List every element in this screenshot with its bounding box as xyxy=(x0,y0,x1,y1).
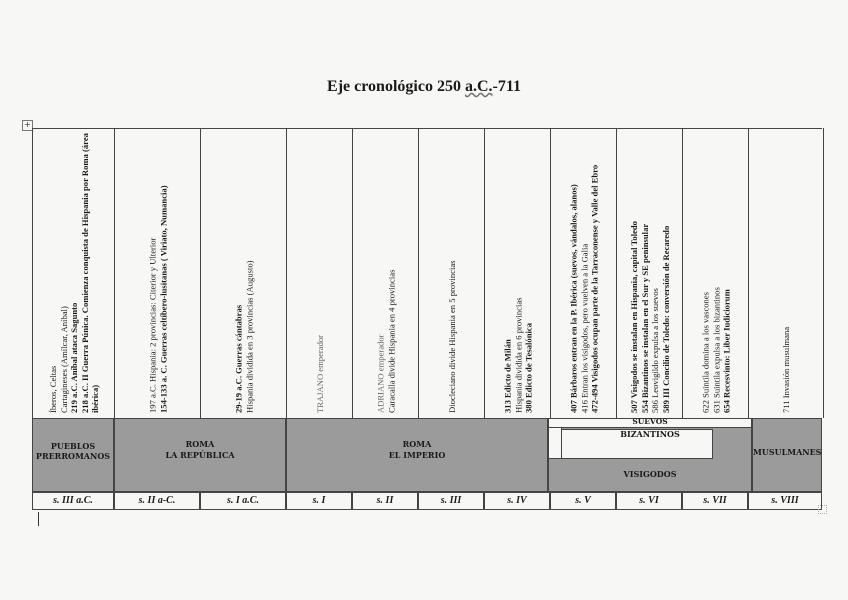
chronology-table xyxy=(32,128,822,512)
event-column-3 xyxy=(200,128,287,418)
event-column-4 xyxy=(286,128,353,418)
event-line: 218 a.C. II Guerra Púnica. Comienza conquista de Hispania por Roma (área ibérica) xyxy=(79,133,100,413)
event-column-10 xyxy=(682,128,749,418)
event-column-11 xyxy=(748,128,824,418)
event-line: Diocleciano divide Hispania en 5 provincias xyxy=(446,260,457,413)
century-cell: s. IV xyxy=(484,492,550,510)
band-label-prerromanos: PUEBLOS PRERROMANOS xyxy=(35,441,111,461)
title-ac: a.C. xyxy=(464,78,493,95)
event-line: 380 Edicto de Tesalónica xyxy=(523,322,534,413)
event-text-11 xyxy=(781,133,792,413)
event-line: Cartagineses (Amílcar, Aníbal) xyxy=(58,306,69,413)
title-end: -711 xyxy=(492,78,521,95)
event-text-2 xyxy=(148,133,169,413)
text-cursor xyxy=(38,512,39,526)
event-text-9 xyxy=(629,133,671,413)
event-line: 197 a.C. Hispania: 2 provincias: Citerior y Ulterior xyxy=(147,237,158,413)
century-cell: s. I xyxy=(286,492,352,510)
band-label-musulmanes: MUSULMANES xyxy=(753,447,822,457)
band-label-imperio: EL IMPERIO xyxy=(388,450,446,460)
band-label-visigodos: VISIGODOS xyxy=(623,469,677,479)
band-label-roma-rep: ROMA xyxy=(185,439,215,449)
event-text-5 xyxy=(376,133,397,413)
century-cell: s. II xyxy=(352,492,418,510)
century-cell: s. III xyxy=(418,492,484,510)
title-text: Eje cronológico 250 xyxy=(327,78,465,95)
event-line: 154-133 a. C. Guerras celtíbero-lusitanas ( Viriato, Numancia) xyxy=(158,185,168,413)
event-column-9 xyxy=(616,128,683,418)
event-line: 472-494 Visigodos ocupan parte de la Tarraconense y Valle del Ebro xyxy=(589,164,600,413)
event-column-5 xyxy=(352,128,419,418)
event-line: 507 Visigodos se instalan en Hispania, capital Toledo xyxy=(629,221,639,413)
resize-handle[interactable] xyxy=(818,505,827,514)
band-musulmanes xyxy=(752,418,822,492)
event-line: Hispania dividida en 6 provincias xyxy=(512,297,523,413)
band-label-republica: LA REPÚBLICA xyxy=(165,450,235,460)
band-roma-republica xyxy=(114,418,286,492)
table-move-handle[interactable]: + xyxy=(22,120,33,131)
band-label-roma-imp: ROMA xyxy=(402,439,432,449)
event-text-3 xyxy=(234,133,255,413)
band-label-suevos: SUEVOS xyxy=(632,417,668,426)
band-pueblos-prerromanos xyxy=(32,418,114,492)
event-line: Caracalla divide Hispania en 4 provincias xyxy=(386,269,396,413)
event-text-8 xyxy=(568,133,600,413)
event-text-6 xyxy=(447,133,458,413)
century-cell: s. VII xyxy=(682,492,748,510)
page-title xyxy=(0,78,848,96)
event-line: ADRIANO emperador xyxy=(375,334,386,413)
century-cell: s. VI xyxy=(616,492,682,510)
band-label-bizantinos: BIZANTINOS xyxy=(620,429,680,439)
event-line: 586 Leovigildo expulsa a los suevos xyxy=(650,288,660,413)
event-text-1 xyxy=(48,133,101,413)
event-column-8 xyxy=(550,128,617,418)
band-roma-imperio xyxy=(286,418,548,492)
event-line: 407 Bárbaros entran en la P. Ibérica (suevos, vándalos, alanos) xyxy=(568,184,579,413)
century-cell: s. III a.C. xyxy=(32,492,114,510)
event-text-7 xyxy=(502,133,534,413)
event-line: Íberos, Celtas xyxy=(47,365,58,413)
event-line: Hispania dividida en 3 provincias (Augusto) xyxy=(244,260,254,413)
event-line: TRAJANO emperador xyxy=(314,334,325,413)
event-line: 589 III Concilio de Toledo: conversión de Recaredo xyxy=(660,225,671,413)
century-cell: s. VIII xyxy=(748,492,822,510)
event-column-6 xyxy=(418,128,485,418)
event-line: 29-19 a.C. Guerras cántabras xyxy=(233,304,244,413)
century-cell: s. I a.C. xyxy=(200,492,286,510)
event-text-10 xyxy=(700,133,732,413)
event-column-2 xyxy=(114,128,201,418)
event-line: 654 Recesvinto: Liber Iudiciorum xyxy=(721,289,732,413)
event-column-1 xyxy=(32,128,115,418)
event-line: 622 Suintila domina a los vascones xyxy=(700,291,711,413)
event-column-7 xyxy=(484,128,551,418)
event-text-4 xyxy=(315,133,326,413)
band-germanic xyxy=(548,418,752,492)
event-line: 631 Suintila expulsa a los bizantinos xyxy=(710,287,721,413)
event-line: 219 a.C. Aníbal ataca Sagunto xyxy=(68,302,79,413)
century-cell: s. V xyxy=(550,492,616,510)
event-line: 554 Bizantinos se instalan en el Sur y SE peninsular xyxy=(639,223,650,413)
event-line: 313 Edicto de Milán xyxy=(502,339,513,413)
century-cell: s. II a-C. xyxy=(114,492,200,510)
event-line: 416 Entran los visigodos, pero vuelven a la Galia xyxy=(578,243,589,413)
event-line: 711 Invasión musulmana xyxy=(780,326,791,413)
